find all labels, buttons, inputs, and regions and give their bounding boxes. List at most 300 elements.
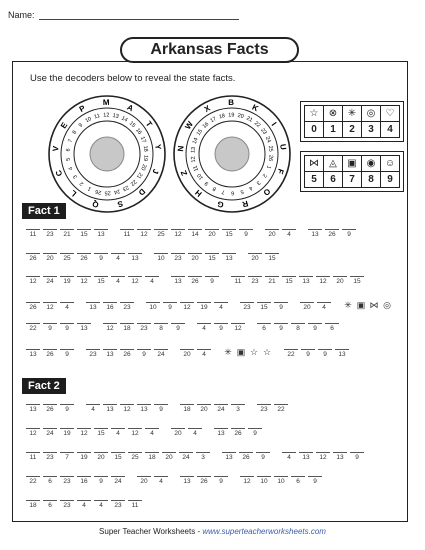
code-blank[interactable]: 9 (318, 349, 332, 358)
code-blank[interactable]: 9 (248, 428, 262, 437)
key-digit: 7 (343, 172, 362, 188)
code-word (240, 302, 291, 311)
code-word (180, 476, 231, 485)
code-blank[interactable]: 4 (282, 452, 296, 461)
code-word (223, 347, 275, 358)
wheel-1-inner-number: 1 (86, 185, 93, 192)
code-blank[interactable]: 11 (128, 500, 142, 509)
code-blank[interactable]: 9 (214, 323, 228, 332)
wheel-2-inner-number: 22 (252, 120, 262, 130)
key-symbol: ▣ (343, 156, 362, 172)
wheel-2-outer-letter: X (202, 103, 212, 115)
code-blank[interactable]: 20 (162, 452, 176, 461)
code-blank[interactable]: 12 (128, 428, 142, 437)
code-word (171, 276, 222, 285)
code-blank[interactable]: 12 (171, 229, 185, 238)
code-blank[interactable]: 13 (103, 404, 117, 413)
code-word (103, 323, 188, 332)
code-blank[interactable]: 23 (257, 404, 271, 413)
wheel-1-inner-number: 5 (65, 157, 73, 162)
code-blank[interactable]: 9 (60, 349, 74, 358)
wheel-1-inner-number: 13 (111, 112, 120, 121)
code-blank[interactable]: 9 (239, 229, 253, 238)
code-blank[interactable]: 16 (103, 302, 117, 311)
code-symbol: ✳ (344, 299, 352, 310)
code-blank[interactable]: 4 (282, 229, 296, 238)
code-blank[interactable]: 11 (26, 452, 40, 461)
wheel-2-outer-letter: Z (179, 169, 190, 177)
code-word (257, 404, 291, 413)
code-blank[interactable]: 12 (137, 229, 151, 238)
code-blank[interactable]: 26 (231, 428, 245, 437)
code-blank[interactable]: 26 (43, 404, 57, 413)
code-blank[interactable]: 24 (111, 476, 125, 485)
code-blank[interactable]: 9 (308, 476, 322, 485)
code-symbol: ▣ (356, 299, 366, 310)
code-word (26, 276, 162, 285)
code-blank[interactable]: 12 (316, 276, 330, 285)
key-symbol: ♡ (381, 106, 400, 122)
code-blank[interactable]: 25 (60, 253, 74, 262)
wheel-2-outer-letter: W (183, 119, 195, 132)
key-digit: 5 (305, 172, 324, 188)
wheel-1-inner-number: 20 (139, 163, 148, 171)
code-blank[interactable]: 24 (43, 428, 57, 437)
code-word (284, 349, 352, 358)
code-blank[interactable]: 10 (154, 253, 168, 262)
fact-1-code-line (26, 276, 376, 290)
name-label: Name: (8, 10, 35, 20)
wheel-2-outer-letter: K (250, 102, 260, 114)
code-blank[interactable]: 4 (111, 428, 125, 437)
code-blank[interactable]: 13 (86, 302, 100, 311)
wheel-1-outer-letter: P (77, 103, 87, 115)
code-blank[interactable]: 24 (179, 452, 193, 461)
code-blank[interactable]: 4 (197, 323, 211, 332)
code-blank[interactable]: 20 (188, 253, 202, 262)
code-word (26, 302, 77, 311)
code-blank[interactable]: 8 (154, 323, 168, 332)
code-blank[interactable]: 22 (284, 349, 298, 358)
wheel-2-outer-letter: O (261, 186, 273, 198)
code-blank[interactable]: 13 (299, 276, 313, 285)
code-blank[interactable]: 13 (180, 476, 194, 485)
code-blank[interactable]: 6 (291, 476, 305, 485)
code-blank[interactable]: 19 (77, 452, 91, 461)
code-blank[interactable]: 23 (240, 302, 254, 311)
code-blank[interactable]: 10 (257, 476, 271, 485)
code-blank[interactable]: 24 (43, 276, 57, 285)
code-blank[interactable]: 12 (316, 452, 330, 461)
wheel-2-inner-number: 19 (228, 112, 235, 119)
code-word (343, 300, 395, 311)
code-blank[interactable]: 21 (265, 276, 279, 285)
code-blank[interactable]: 23 (43, 229, 57, 238)
code-blank[interactable]: 4 (145, 428, 159, 437)
code-blank[interactable]: 19 (197, 302, 211, 311)
code-blank[interactable]: 11 (120, 229, 134, 238)
code-blank[interactable]: 4 (60, 302, 74, 311)
code-blank[interactable]: 23 (60, 476, 74, 485)
code-blank[interactable]: 13 (222, 452, 236, 461)
fact-1-code-line (26, 347, 361, 361)
code-blank[interactable]: 20 (137, 476, 151, 485)
code-blank[interactable]: 25 (154, 229, 168, 238)
code-blank[interactable]: 9 (94, 476, 108, 485)
code-blank[interactable]: 23 (43, 452, 57, 461)
wheel-1-inner-number: 16 (134, 127, 143, 136)
code-blank[interactable]: 13 (26, 349, 40, 358)
code-word (300, 302, 334, 311)
code-symbol: ▣ (236, 346, 246, 357)
code-blank[interactable]: 12 (26, 428, 40, 437)
fact-1-code-line (26, 229, 368, 243)
code-word (265, 229, 299, 238)
code-blank[interactable]: 9 (350, 452, 364, 461)
wheel-2-inner-number: 16 (201, 121, 211, 130)
code-blank[interactable]: 15 (222, 229, 236, 238)
wheel-1-outer-letter: D (136, 186, 147, 198)
wheel-1-inner-number: 25 (104, 189, 111, 196)
fact-2-code-line (26, 476, 334, 490)
wheel-1-hub (90, 137, 124, 171)
code-blank[interactable]: 20 (205, 229, 219, 238)
symbol-key-1 (300, 101, 404, 142)
code-blank[interactable]: 25 (128, 452, 142, 461)
code-word (248, 253, 282, 262)
code-word (180, 404, 248, 413)
code-blank[interactable]: 18 (145, 452, 159, 461)
code-blank[interactable]: 9 (43, 323, 57, 332)
wheel-2-inner-number: 2 (260, 172, 268, 179)
code-blank[interactable]: 16 (77, 476, 91, 485)
code-blank[interactable]: 9 (205, 276, 219, 285)
key-digit: 2 (343, 122, 362, 138)
code-blank[interactable]: 10 (274, 476, 288, 485)
fact-1-code-line (26, 323, 351, 337)
wheel-1-outer-letter: C (53, 168, 65, 178)
code-blank[interactable]: 13 (137, 404, 151, 413)
code-blank[interactable]: 12 (77, 276, 91, 285)
code-blank[interactable]: 13 (214, 428, 228, 437)
code-blank[interactable]: 20 (333, 276, 347, 285)
wheel-1-inner-number: 18 (141, 145, 149, 153)
code-blank[interactable]: 12 (103, 323, 117, 332)
code-blank[interactable]: 9 (94, 253, 108, 262)
wheel-1-inner-number: 7 (67, 138, 75, 144)
code-blank[interactable]: 19 (60, 276, 74, 285)
code-blank[interactable]: 20 (180, 349, 194, 358)
key-digit: 6 (324, 172, 343, 188)
wheel-1-inner-number: 2 (78, 179, 86, 187)
wheel-2-inner-number: 10 (196, 172, 205, 181)
wheel-1-inner-number: 11 (93, 113, 101, 121)
wheel-1-outer-letter: T (143, 119, 154, 129)
code-blank[interactable]: 26 (188, 276, 202, 285)
wheel-2-inner-number: 15 (195, 128, 205, 137)
code-blank[interactable]: 24 (154, 349, 168, 358)
fact-2-label: Fact 2 (22, 378, 66, 394)
code-blank[interactable]: 26 (239, 452, 253, 461)
code-blank[interactable]: 12 (231, 323, 245, 332)
wheel-2-inner-number: 17 (209, 116, 218, 125)
code-blank[interactable]: 8 (291, 323, 305, 332)
code-word (26, 349, 77, 358)
wheel-1-inner-number: 3 (72, 173, 80, 180)
code-word (282, 452, 367, 461)
wheel-2-inner-number: 18 (218, 113, 226, 121)
key-digit: 3 (362, 122, 381, 138)
code-blank[interactable]: 26 (325, 229, 339, 238)
key-digit: 9 (381, 172, 400, 188)
code-blank[interactable]: 26 (26, 302, 40, 311)
code-blank[interactable]: 4 (111, 253, 125, 262)
code-blank[interactable]: 15 (94, 276, 108, 285)
code-blank[interactable]: 15 (77, 229, 91, 238)
wheel-2-outer-letter: G (216, 199, 225, 210)
code-blank[interactable]: 20 (300, 302, 314, 311)
code-blank[interactable]: 11 (26, 229, 40, 238)
code-blank[interactable]: 13 (77, 323, 91, 332)
code-blank[interactable]: 9 (342, 229, 356, 238)
code-blank[interactable]: 26 (197, 476, 211, 485)
code-blank[interactable]: 13 (333, 452, 347, 461)
code-blank[interactable]: 12 (180, 302, 194, 311)
code-symbol: ✳ (224, 346, 232, 357)
code-symbol: ◎ (383, 299, 391, 310)
code-word (26, 500, 145, 509)
wheel-2-inner-number: 5 (239, 187, 245, 195)
code-blank[interactable]: 4 (111, 276, 125, 285)
code-blank[interactable]: 9 (154, 404, 168, 413)
code-blank[interactable]: 18 (26, 500, 40, 509)
code-blank[interactable]: 13 (171, 276, 185, 285)
page-title: Arkansas Facts (120, 37, 299, 63)
key-digit: 0 (305, 122, 324, 138)
code-blank[interactable]: 20 (197, 404, 211, 413)
code-blank[interactable]: 26 (77, 253, 91, 262)
code-blank[interactable]: 4 (145, 276, 159, 285)
wheel-1-outer-letter: Y (153, 143, 163, 151)
wheel-1-inner-number: 10 (84, 116, 93, 125)
code-blank[interactable]: 20 (43, 253, 57, 262)
code-blank[interactable]: 9 (256, 452, 270, 461)
footer-site-link[interactable]: www.superteacherworksheets.com (202, 527, 326, 536)
code-blank[interactable]: 6 (325, 323, 339, 332)
wheel-2-hub (215, 137, 249, 171)
code-blank[interactable]: 12 (128, 276, 142, 285)
code-blank[interactable]: 19 (60, 428, 74, 437)
code-blank[interactable]: 20 (248, 253, 262, 262)
code-word (171, 428, 205, 437)
code-blank[interactable]: 23 (248, 276, 262, 285)
code-word (222, 452, 273, 461)
wheel-1-outer-letter: M (102, 97, 110, 108)
code-blank[interactable]: 20 (171, 428, 185, 437)
code-blank[interactable]: 12 (77, 428, 91, 437)
code-blank[interactable]: 6 (43, 476, 57, 485)
footer-brand: Super Teacher Worksheets - (99, 527, 203, 536)
code-word (180, 349, 214, 358)
code-blank[interactable]: 10 (146, 302, 160, 311)
code-blank[interactable]: 15 (205, 253, 219, 262)
code-blank[interactable]: 4 (317, 302, 331, 311)
code-blank[interactable]: 13 (94, 229, 108, 238)
code-blank[interactable]: 23 (120, 302, 134, 311)
wheel-1-inner-number: 26 (94, 187, 103, 196)
code-blank[interactable]: 18 (120, 323, 134, 332)
code-blank[interactable]: 4 (154, 476, 168, 485)
code-blank[interactable]: 26 (120, 349, 134, 358)
code-blank[interactable]: 26 (26, 253, 40, 262)
code-blank[interactable]: 15 (282, 276, 296, 285)
wheel-1-outer-letter: Q (91, 199, 100, 210)
code-blank[interactable]: 9 (214, 476, 228, 485)
wheel-2-inner-number: 3 (254, 179, 262, 186)
code-blank[interactable]: 13 (299, 452, 313, 461)
code-blank[interactable]: 15 (257, 302, 271, 311)
code-blank[interactable]: 12 (240, 476, 254, 485)
code-word (154, 253, 239, 262)
code-blank[interactable]: 22 (26, 323, 40, 332)
code-word (26, 476, 128, 485)
code-word (86, 302, 137, 311)
wheel-2-inner-number: 11 (192, 164, 201, 173)
code-blank[interactable]: 12 (43, 302, 57, 311)
wheel-1-inner-number: 12 (103, 112, 110, 119)
wheel-2-inner-number: 14 (191, 137, 200, 145)
wheel-1-inner-number: 9 (77, 122, 85, 129)
wheel-2-inner-number: 8 (211, 185, 218, 192)
code-blank[interactable]: 4 (197, 349, 211, 358)
code-blank[interactable]: 15 (350, 276, 364, 285)
code-word (257, 323, 342, 332)
code-blank[interactable]: 21 (60, 229, 74, 238)
wheel-2-outer-letter: I (269, 120, 279, 128)
code-blank[interactable]: 4 (188, 428, 202, 437)
code-blank[interactable]: 4 (86, 404, 100, 413)
code-blank[interactable]: 20 (265, 229, 279, 238)
wheel-2-inner-number: 23 (259, 127, 268, 136)
code-blank[interactable]: 4 (77, 500, 91, 509)
code-blank[interactable]: 9 (301, 349, 315, 358)
code-word (26, 428, 162, 437)
wheel-1-outer-letter: A (125, 102, 135, 114)
wheel-1-inner-number: 19 (141, 154, 149, 162)
code-word (231, 276, 367, 285)
code-blank[interactable]: 13 (26, 404, 40, 413)
wheel-1-inner-number: 22 (128, 178, 138, 187)
wheel-1-inner-number: 6 (65, 148, 72, 152)
code-blank[interactable]: 23 (171, 253, 185, 262)
fact-2-code-line (26, 452, 376, 466)
code-blank[interactable]: 9 (274, 302, 288, 311)
code-blank[interactable]: 12 (120, 404, 134, 413)
key-symbol: ☆ (305, 106, 324, 122)
fact-2-code-line (26, 500, 154, 514)
wheel-1-outer-letter: V (51, 145, 61, 152)
wheel-1-inner-number: 24 (113, 187, 121, 195)
code-word (26, 229, 111, 238)
code-blank[interactable]: 9 (163, 302, 177, 311)
code-blank[interactable]: 23 (86, 349, 100, 358)
code-blank[interactable]: 13 (128, 253, 142, 262)
wheel-1-inner-number: 17 (138, 135, 147, 144)
fact-1-label: Fact 1 (22, 203, 66, 219)
wheel-2-inner-number: 13 (190, 146, 198, 154)
code-word (146, 302, 231, 311)
code-blank[interactable]: 3 (196, 452, 210, 461)
code-blank[interactable]: 13 (103, 349, 117, 358)
key-digit: 4 (381, 122, 400, 138)
key-symbol: ◬ (324, 156, 343, 172)
fact-2-code-line (26, 428, 274, 442)
code-blank[interactable]: 9 (137, 349, 151, 358)
code-blank[interactable]: 12 (26, 276, 40, 285)
fact-2-code-line (26, 404, 300, 418)
name-row (8, 10, 239, 20)
code-word (26, 323, 94, 332)
name-line[interactable] (39, 11, 239, 20)
key-symbol: ⋈ (305, 156, 324, 172)
code-blank[interactable]: 24 (214, 404, 228, 413)
wheel-2-inner-number: 25 (266, 145, 274, 153)
code-blank[interactable]: 13 (308, 229, 322, 238)
code-symbol: ☆ (249, 346, 259, 357)
decoder-wheel-2 (172, 94, 292, 214)
code-blank[interactable]: 13 (335, 349, 349, 358)
key-symbol: ⊗ (324, 106, 343, 122)
code-blank[interactable]: 6 (43, 500, 57, 509)
code-word (197, 323, 248, 332)
code-blank[interactable]: 18 (180, 404, 194, 413)
code-blank[interactable]: 26 (43, 349, 57, 358)
code-blank[interactable]: 15 (94, 428, 108, 437)
wheel-1-inner-number: 4 (67, 165, 75, 171)
code-blank[interactable]: 22 (274, 404, 288, 413)
code-blank[interactable]: 9 (60, 404, 74, 413)
code-blank[interactable]: 23 (137, 323, 151, 332)
code-blank[interactable]: 23 (111, 500, 125, 509)
code-blank[interactable]: 20 (94, 452, 108, 461)
wheel-1-inner-number: 15 (127, 120, 137, 130)
wheel-2-outer-letter: U (278, 143, 288, 151)
wheel-2-outer-letter: H (193, 187, 204, 199)
code-word (26, 452, 213, 461)
code-blank[interactable]: 11 (231, 276, 245, 285)
wheel-2-inner-number: 7 (221, 188, 226, 195)
code-blank[interactable]: 13 (222, 253, 236, 262)
wheel-2-inner-number: 4 (247, 184, 254, 192)
wheel-2-outer-letter: B (228, 97, 235, 108)
code-blank[interactable]: 15 (111, 452, 125, 461)
code-blank[interactable]: 4 (94, 500, 108, 509)
code-word (26, 253, 145, 262)
code-blank[interactable]: 9 (308, 323, 322, 332)
code-blank[interactable]: 4 (214, 302, 228, 311)
code-blank[interactable]: 15 (265, 253, 279, 262)
code-blank[interactable]: 22 (26, 476, 40, 485)
code-blank[interactable]: 14 (188, 229, 202, 238)
code-blank[interactable]: 3 (231, 404, 245, 413)
key-symbol: ☺ (381, 156, 400, 172)
code-blank[interactable]: 9 (274, 323, 288, 332)
code-blank[interactable]: 23 (60, 500, 74, 509)
code-blank[interactable]: 9 (60, 323, 74, 332)
code-blank[interactable]: 9 (171, 323, 185, 332)
code-blank[interactable]: 6 (257, 323, 271, 332)
code-blank[interactable]: 7 (60, 452, 74, 461)
